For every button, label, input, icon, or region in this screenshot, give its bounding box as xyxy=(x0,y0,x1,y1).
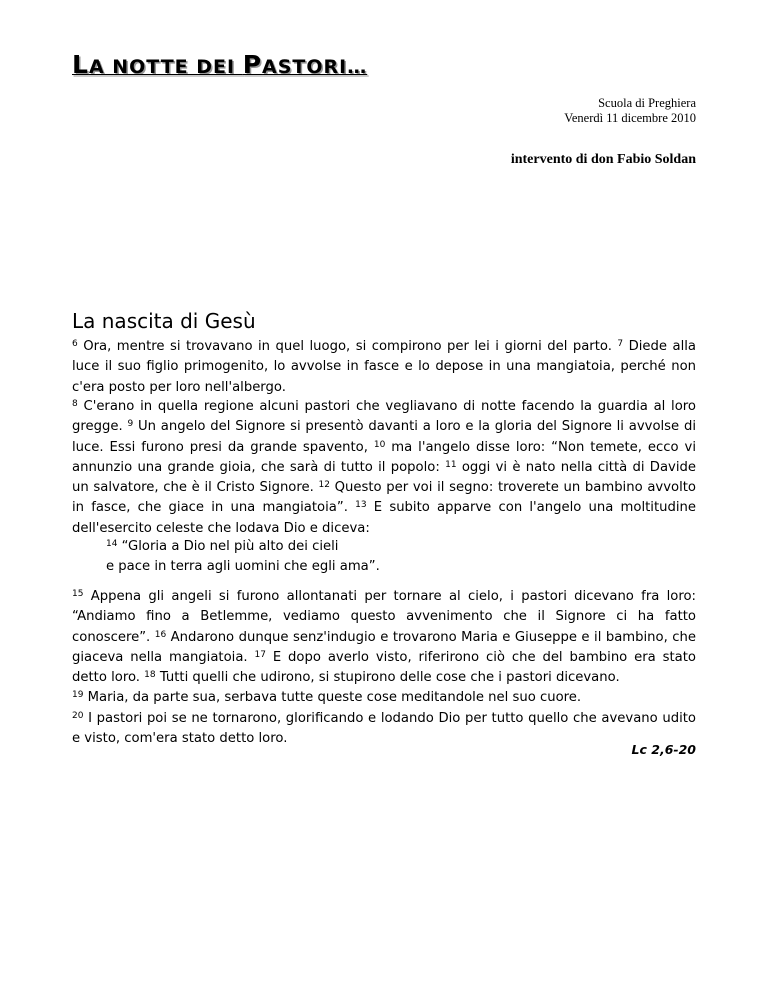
verse-number: 19 xyxy=(72,690,84,701)
verse-text: Diede alla luce il suo figlio primogenito, lo avvolse in fasce e lo depose in una mangiatoia, perché non c'era posto per loro nell'albergo. xyxy=(72,339,696,395)
title-initial-p: P xyxy=(242,50,263,79)
event-date: Venerdì 11 dicembre 2010 xyxy=(564,111,696,125)
paragraph-3 xyxy=(72,587,696,749)
verse-text: Andarono dunque senz'indugio e trovarono Maria e Giuseppe e il bambino, che giaceva nella mangiatoia. xyxy=(72,629,696,665)
title-initial-l: L xyxy=(72,50,89,79)
paragraph-1 xyxy=(72,337,696,398)
document-title xyxy=(72,50,367,79)
hymn-line-2: e pace in terra agli uomini che egli ama”. xyxy=(106,559,380,574)
verse-number: 11 xyxy=(445,459,457,470)
verse-number: 15 xyxy=(72,589,84,599)
verse-number: 9 xyxy=(127,419,134,430)
verse-number: 8 xyxy=(72,399,78,409)
verse-text: Questo per voi il segno: troverete un bambino avvolto in fasce, che giace in una mangiatoia”. xyxy=(72,480,696,516)
verse-number: 16 xyxy=(154,629,167,640)
verse-text: E dopo averlo visto, riferirono ciò che del bambino era stato detto loro. xyxy=(72,649,697,686)
verse-number: 13 xyxy=(355,500,367,511)
verse-text: oggi vi è nato nella città di Davide un salvatore, che è il Cristo Signore. xyxy=(72,459,696,496)
verse-text: Un angelo del Signore si presentò davanti a loro e la gloria del Signore li avvolse di luce. Essi furono presi da grande spavento, xyxy=(72,419,696,455)
title-part-1: A NOTTE DEI xyxy=(88,56,243,78)
speaker-line: intervento di don Fabio Soldan xyxy=(510,152,696,167)
verse-text: I pastori poi se ne tornarono, glorificando e lodando Dio per tutto quello che avevano udito e visto, com'era stato detto loro. xyxy=(72,710,696,747)
verse-text: Maria, da parte sua, serbava tutte queste cose meditandole nel suo cuore. xyxy=(83,690,582,706)
verse-number: 10 xyxy=(373,439,386,450)
school-name: Scuola di Preghiera xyxy=(598,96,696,110)
verse-text: Ora, mentre si trovavano in quel luogo, si compirono per lei i giorni del parto. xyxy=(77,339,618,354)
verse-number: 17 xyxy=(254,649,266,660)
title-part-2: ASTORI… xyxy=(262,56,368,78)
event-info xyxy=(564,96,696,126)
verse-number: 6 xyxy=(72,339,78,349)
section-heading: La nascita di Gesù xyxy=(72,309,256,333)
verse-text: Appena gli angeli si furono allontanati per tornare al cielo, i pastori dicevano fra loro: “Andiamo fino a Betlemme, vediamo questo avvenimento che il Signore ci ha fatto conoscere”. xyxy=(72,589,696,645)
verse-number: 7 xyxy=(617,339,624,349)
verse-text: ma l'angelo disse loro: “Non temete, ecco vi annunzio una grande gioia, che sarà di tutto il popolo: xyxy=(72,439,697,475)
verse-text: Tutti quelli che udirono, si stupirono delle cose che i pastori dicevano. xyxy=(155,670,620,686)
scripture-reference: Lc 2,6-20 xyxy=(631,742,696,757)
verse-number: 14 xyxy=(106,539,118,549)
verse-text: “Gloria a Dio nel più alto dei cieli xyxy=(117,539,339,554)
verse-text: C'erano in quella regione alcuni pastori che vegliavano di notte facendo la guardia al loro gregge. xyxy=(72,399,696,435)
verse-number: 20 xyxy=(72,710,84,721)
verse-number: 18 xyxy=(144,670,156,681)
hymn-line-1 xyxy=(106,537,380,557)
paragraph-2 xyxy=(72,397,696,539)
hymn-quote xyxy=(106,537,380,577)
verse-number: 12 xyxy=(318,480,330,491)
verse-text: E subito apparve con l'angelo una moltitudine dell'esercito celeste che lodava Dio e diceva: xyxy=(72,500,697,536)
